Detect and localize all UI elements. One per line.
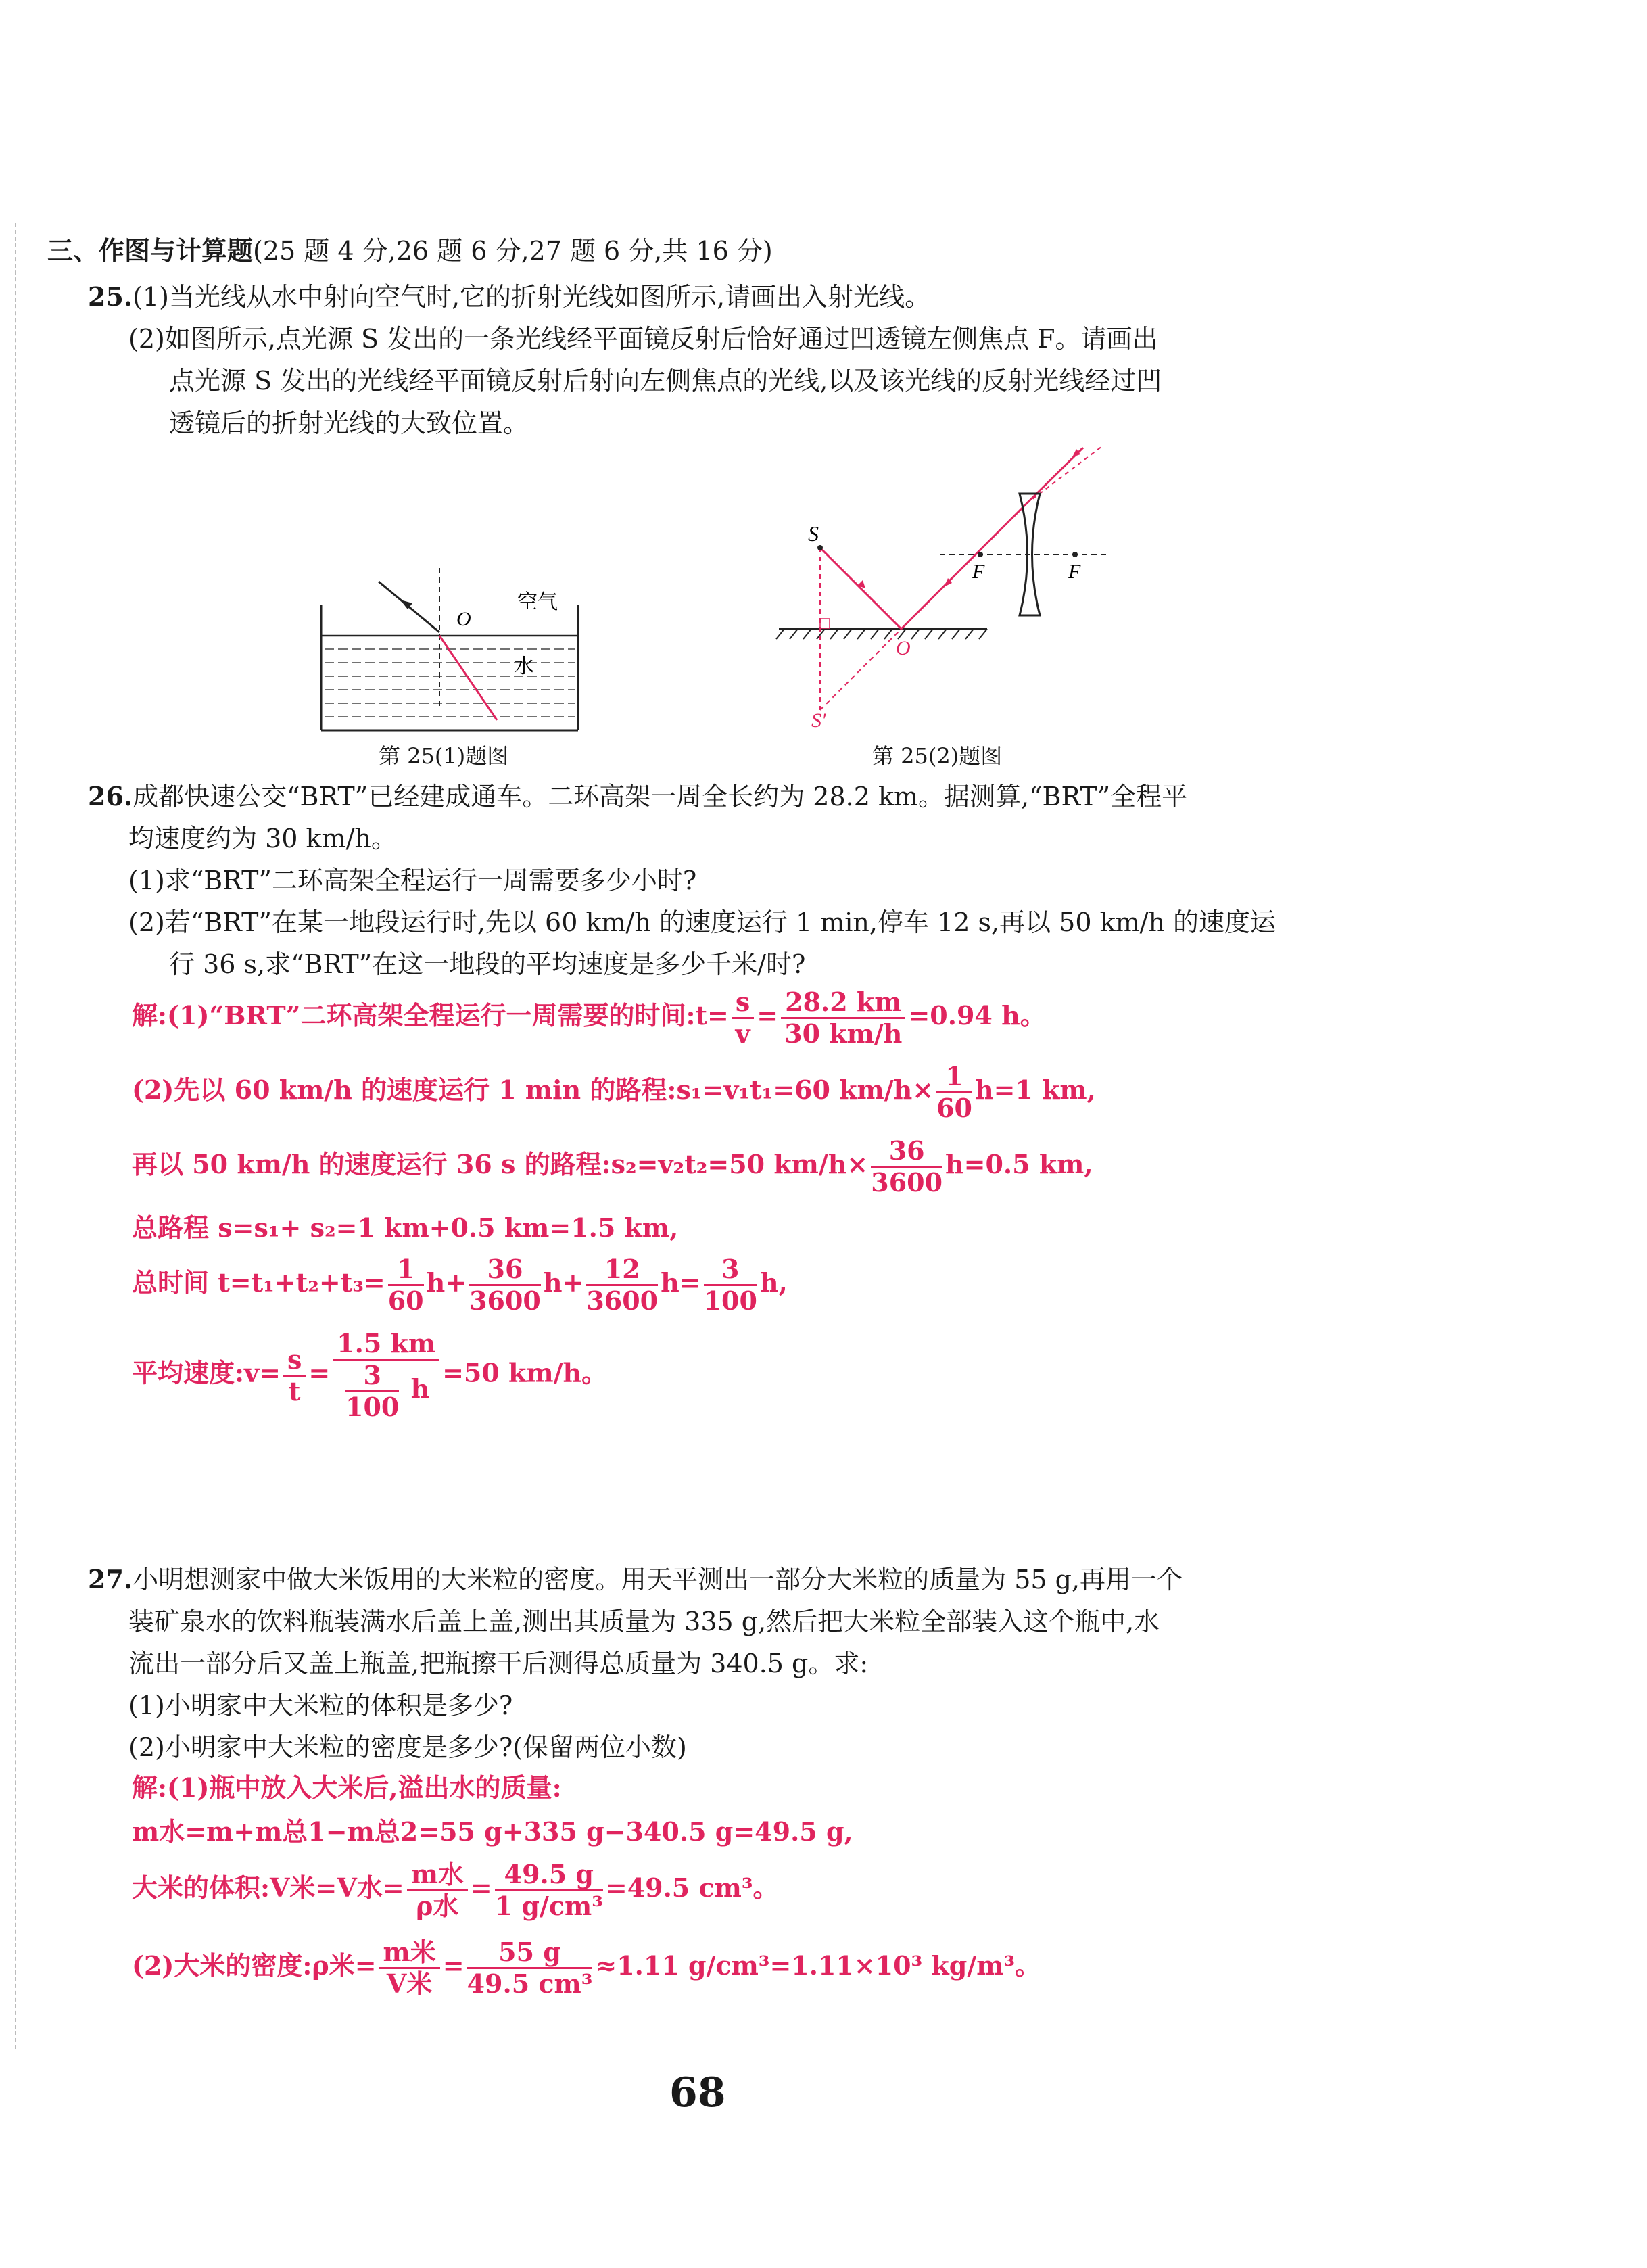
figure-25-1-caption: 第 25(1)题图 [379,743,509,769]
b4-text: (2)大米的密度:ρ米= [132,1950,377,1981]
numerator: 55 g [467,1937,593,1969]
q26-number: 26. [88,781,133,811]
a5-mid3: h= [661,1267,701,1298]
q26-line1-text: 成都快速公交“BRT”已经建成通车。二环高架一周全长约为 28.2 km。据测算,“BRT”全程平 [133,782,1188,811]
q26-part2-line2: 行 36 s,求“BRT”在这一地段的平均速度是多少千米/时? [169,949,806,979]
numerator: m水 [407,1860,468,1891]
section-heading [47,233,773,268]
numerator: 1 [936,1062,972,1093]
equals: = [308,1357,331,1388]
b3-result: =49.5 cm³。 [605,1872,779,1903]
denominator: 3600 [469,1285,541,1316]
q26-answer-3 [132,1136,1093,1198]
fraction [781,987,905,1049]
q27-line3: 流出一部分后又盖上瓶盖,把瓶擦干后测得总质量为 340.5 g。求: [128,1649,869,1678]
q27-part2: (2)小明家中大米粒的密度是多少?(保留两位小数) [128,1732,687,1762]
unit: h [410,1373,430,1404]
focus-right-label: F [1068,561,1081,583]
a5-result: h, [759,1267,788,1298]
figure-25-1 [311,568,595,744]
q26-answer-6 [132,1329,607,1422]
numerator: 3 [704,1254,757,1286]
q27-number: 27. [88,1564,133,1594]
fraction [871,1136,942,1198]
fraction [586,1254,658,1316]
a6-result: =50 km/h。 [442,1357,608,1388]
numerator: s [732,987,754,1019]
a1-result: =0.94 h。 [908,1000,1046,1031]
denominator: 100 [703,1285,757,1316]
compound-denominator [333,1361,439,1422]
q26-answer-4: 总路程 s=s₁+ s₂=1 km+0.5 km=1.5 km, [132,1212,679,1243]
q25-part2-line2: 点光源 S 发出的光线经平面镜反射后射向左侧焦点的光线,以及该光线的反射光线经过凹 [169,366,1162,396]
fraction [495,1860,603,1921]
numerator: m米 [379,1937,440,1969]
fraction [469,1254,541,1316]
denominator: 49.5 cm³ [467,1968,593,1999]
q27-answer-2: m水=m+m总1−m总2=55 g+335 g−340.5 g=49.5 g, [132,1816,853,1847]
figure-25-2-caption: 第 25(2)题图 [872,743,1003,769]
q27-line1-text: 小明想测家中做大米饭用的大米粒的密度。用天平测出一部分大米粒的质量为 55 g,再用一个 [133,1565,1183,1594]
q26-answer-2 [132,1062,1096,1123]
figure-25-2 [771,440,1122,730]
q26-line2: 均速度约为 30 km/h。 [128,824,397,853]
focus-left-label: F [972,561,985,583]
q26-part2-line1: (2)若“BRT”在某一地段运行时,先以 60 km/h 的速度运行 1 min,停车 12 s,再以 50 km/h 的速度运 [128,907,1276,937]
fraction [345,1361,399,1422]
a2-result: h=1 km, [974,1074,1096,1105]
numerator: 3 [345,1361,399,1392]
fraction [379,1937,440,1999]
q26-answer-5 [132,1254,788,1316]
q25-part1 [88,279,930,314]
binding-margin-line [15,223,16,2049]
fraction [732,987,754,1049]
denominator: 1 g/cm³ [494,1891,603,1921]
denominator: 3600 [871,1167,943,1198]
b4-result: ≈1.11 g/cm³=1.11×10³ kg/m³。 [595,1950,1041,1981]
point-o2-label: O [896,637,911,659]
denominator: ρ水 [416,1891,459,1921]
q27-answer-1: 解:(1)瓶中放入大米后,溢出水的质量: [132,1772,562,1803]
q25-part2-line1: (2)如图所示,点光源 S 发出的一条光线经平面镜反射后恰好通过凹透镜左侧焦点 F。请画出 [128,324,1158,354]
water-label: 水 [514,655,534,678]
denominator: V米 [386,1968,433,1999]
equals: = [757,1000,779,1031]
section-title: 三、作图与计算题 [47,235,254,266]
numerator: 36 [871,1136,942,1168]
equals: = [442,1950,464,1981]
page-number: 68 [669,2069,726,2117]
a5-mid2: h+ [543,1267,584,1298]
q25-part1-text: (1)当光线从水中射向空气时,它的折射光线如图所示,请画出入射光线。 [133,282,931,312]
a3-result: h=0.5 km, [945,1149,1093,1179]
q27-answer-3 [132,1860,778,1921]
point-s-label: S [808,521,819,546]
denominator: 100 [345,1392,400,1422]
a6-text: 平均速度:v= [132,1357,281,1388]
incident-ray-to-mirror [820,548,901,629]
q26-line1 [88,779,1187,814]
q27-answer-4 [132,1937,1041,1999]
fraction [388,1254,424,1316]
a1-text: 解:(1)“BRT”二环高架全程运行一周需要的时间:t= [132,1000,729,1031]
q27-line1 [88,1562,1183,1597]
denominator: t [288,1375,301,1407]
a5-mid1: h+ [426,1267,467,1298]
q26-answer-1 [132,987,1046,1049]
reflected-ray [901,504,1026,629]
q27-part1: (1)小明家中大米粒的体积是多少? [128,1691,513,1720]
numerator: 1.5 km [333,1329,439,1361]
numerator: s [283,1345,306,1377]
section-note: (25 题 4 分,26 题 6 分,27 题 6 分,共 16 分) [253,236,773,266]
denominator: v [735,1018,750,1049]
q25-part2-line3: 透镜后的折射光线的大致位置。 [169,408,529,438]
numerator: 28.2 km [781,987,905,1019]
fraction [283,1345,306,1407]
numerator: 1 [388,1254,424,1286]
a5-text: 总时间 t=t₁+t₂+t₃= [132,1267,385,1298]
q25-number: 25. [88,281,133,312]
fraction [704,1254,757,1316]
b3-text: 大米的体积:V米=V水= [132,1872,404,1903]
q27-line2: 装矿泉水的饮料瓶装满水后盖上盖,测出其质量为 335 g,然后把大米粒全部装入这个瓶中,水 [128,1607,1160,1636]
numerator: 49.5 g [495,1860,603,1891]
point-o-label: O [456,608,471,630]
q26-part1: (1)求“BRT”二环高架全程运行一周需要多少小时? [128,866,697,895]
fraction [936,1062,972,1123]
compound-fraction [333,1329,439,1422]
denominator: 30 km/h [784,1018,903,1049]
a2-text: (2)先以 60 km/h 的速度运行 1 min 的路程:s₁=v₁t₁=60 km/h× [132,1074,934,1105]
a3-text: 再以 50 km/h 的速度运行 36 s 的路程:s₂=v₂t₂=50 km/h× [132,1149,869,1179]
denominator: 60 [936,1093,972,1123]
point-s-prime-label: S′ [811,709,826,730]
denominator: 3600 [586,1285,659,1316]
fraction [467,1937,593,1999]
numerator: 36 [469,1254,541,1286]
incident-ray [439,636,497,720]
numerator: 12 [586,1254,658,1286]
fraction [407,1860,468,1921]
denominator: 60 [387,1285,424,1316]
air-label: 空气 [517,590,558,614]
equals: = [470,1872,492,1903]
